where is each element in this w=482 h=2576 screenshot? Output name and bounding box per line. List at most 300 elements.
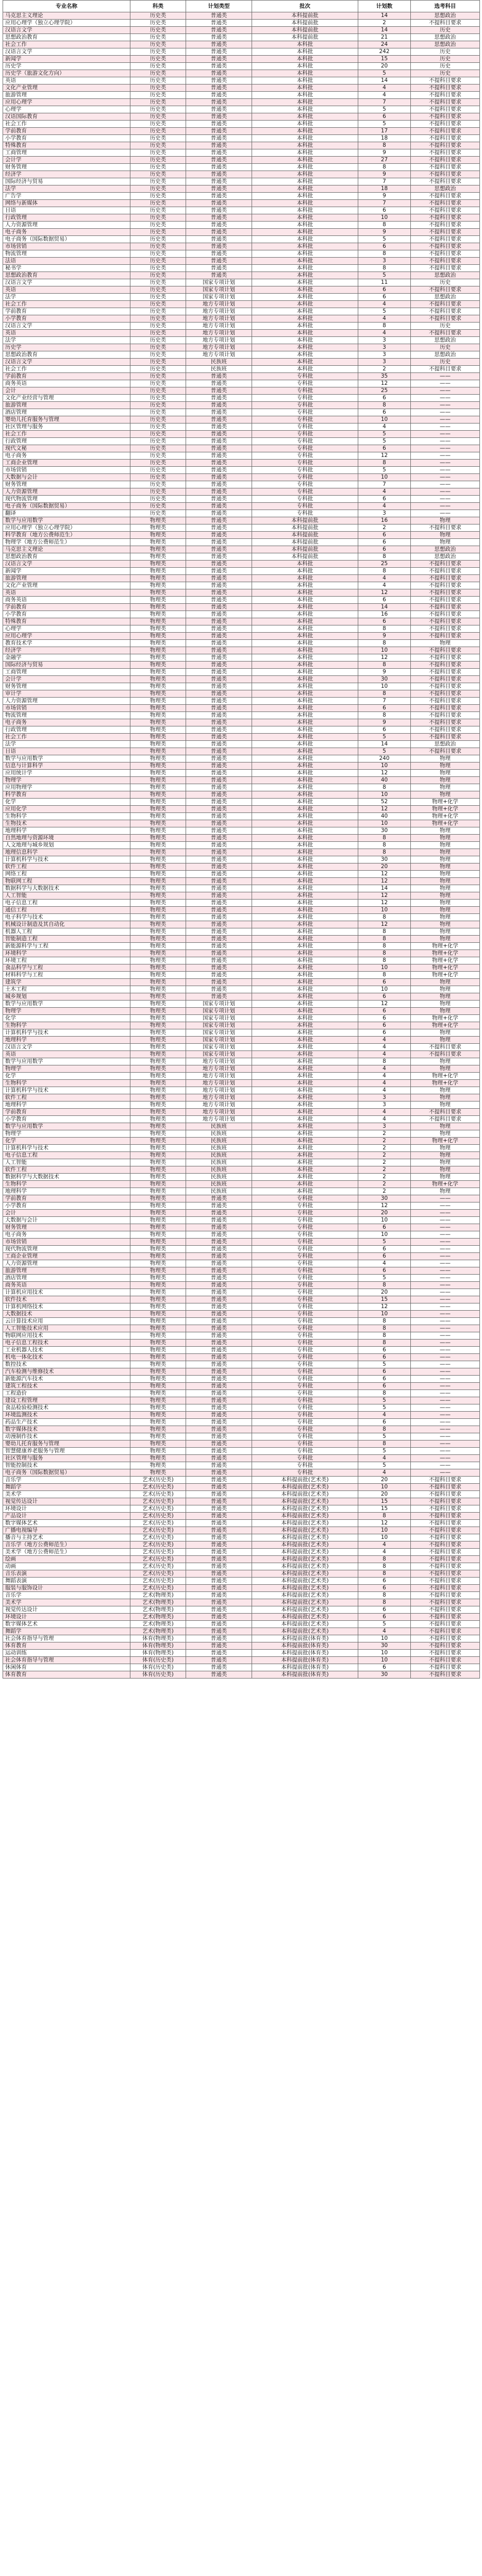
cell-category: 历史类	[130, 323, 186, 330]
cell-major: 舞蹈学	[3, 1628, 130, 1635]
cell-major: 工商企业管理	[3, 460, 130, 467]
cell-subjects: 不提科目要求	[411, 748, 480, 755]
table-row	[3, 1224, 480, 1231]
cell-batch: 本科批	[252, 561, 358, 568]
cell-batch: 专科批	[252, 1368, 358, 1376]
cell-major: 心理学	[3, 106, 130, 113]
table-row	[3, 1419, 480, 1426]
cell-category: 物理类	[130, 900, 186, 907]
cell-subjects: 不提科目要求	[411, 1513, 480, 1520]
table-row	[3, 748, 480, 755]
cell-plan-count: 14	[358, 885, 411, 892]
cell-major: 数学与应用数学	[3, 755, 130, 762]
cell-plan-type: 普通类	[186, 719, 252, 726]
cell-subjects: 历史	[411, 344, 480, 351]
cell-plan-type: 普通类	[186, 1231, 252, 1239]
cell-category: 物理类	[130, 1130, 186, 1138]
cell-category: 物理类	[130, 921, 186, 928]
cell-plan-count: 8	[358, 972, 411, 979]
cell-plan-count: 40	[358, 813, 411, 820]
cell-batch: 本科批	[252, 892, 358, 900]
cell-major: 汉语言文学	[3, 359, 130, 366]
cell-subjects: ——	[411, 423, 480, 431]
cell-plan-count: 21	[358, 34, 411, 41]
cell-category: 物理类	[130, 1138, 186, 1145]
cell-batch: 专科批	[252, 474, 358, 481]
cell-batch: 本科批	[252, 568, 358, 575]
cell-major: 小学教育	[3, 1202, 130, 1210]
cell-plan-type: 普通类	[186, 496, 252, 503]
cell-plan-type: 普通类	[186, 1376, 252, 1383]
table-row	[3, 1231, 480, 1239]
cell-plan-type: 普通类	[186, 640, 252, 647]
cell-subjects: 不提科目要求	[411, 676, 480, 683]
table-row	[3, 762, 480, 770]
cell-category: 物理类	[130, 1303, 186, 1311]
table-row	[3, 431, 480, 438]
cell-major: 旅游管理	[3, 402, 130, 409]
cell-plan-count: 2	[358, 1152, 411, 1159]
cell-category: 物理类	[130, 633, 186, 640]
cell-plan-count: 2	[358, 1181, 411, 1188]
cell-major: 历史学	[3, 63, 130, 70]
cell-batch: 本科提前批(艺术类)	[252, 1606, 358, 1614]
cell-plan-count: 4	[358, 1541, 411, 1549]
cell-major: 应用心理学	[3, 99, 130, 106]
cell-category: 物理类	[130, 611, 186, 618]
cell-batch: 本科批	[252, 654, 358, 662]
cell-plan-count: 8	[358, 1390, 411, 1397]
cell-major: 社会工作	[3, 734, 130, 741]
cell-batch: 本科批	[252, 258, 358, 265]
cell-major: 地理科学	[3, 1188, 130, 1195]
cell-subjects: ——	[411, 1462, 480, 1469]
cell-batch: 本科批	[252, 1065, 358, 1073]
cell-batch: 本科提前批(艺术类)	[252, 1621, 358, 1628]
cell-category: 物理类	[130, 568, 186, 575]
cell-batch: 本科批	[252, 84, 358, 92]
table-row	[3, 1311, 480, 1318]
cell-subjects: 不提科目要求	[411, 77, 480, 84]
cell-plan-type: 普通类	[186, 1412, 252, 1419]
table-row	[3, 1563, 480, 1570]
cell-subjects: 不提科目要求	[411, 330, 480, 337]
cell-plan-type: 普通类	[186, 654, 252, 662]
cell-major: 婴幼儿托育服务与管理	[3, 416, 130, 423]
cell-plan-count: 6	[358, 618, 411, 625]
cell-category: 历史类	[130, 135, 186, 142]
cell-subjects: 思想政治	[411, 41, 480, 48]
cell-subjects: 不提科目要求	[411, 222, 480, 229]
table-row	[3, 1239, 480, 1246]
cell-plan-type: 民族班	[186, 1152, 252, 1159]
cell-batch: 本科批	[252, 308, 358, 315]
table-row	[3, 553, 480, 561]
cell-plan-count: 16	[358, 611, 411, 618]
cell-subjects: 不提科目要求	[411, 128, 480, 135]
cell-category: 物理类	[130, 1044, 186, 1051]
cell-plan-count: 6	[358, 1376, 411, 1383]
cell-subjects: 不提科目要求	[411, 1541, 480, 1549]
header-row	[3, 1, 480, 12]
cell-plan-type: 国家专项计划	[186, 1015, 252, 1022]
cell-category: 物理类	[130, 1159, 186, 1166]
cell-batch: 本科批	[252, 835, 358, 842]
cell-plan-type: 普通类	[186, 1361, 252, 1368]
cell-plan-count: 10	[358, 986, 411, 993]
cell-major: 大数据与会计	[3, 1217, 130, 1224]
cell-plan-type: 普通类	[186, 1404, 252, 1412]
cell-major: 社会工作	[3, 366, 130, 373]
cell-plan-count: 8	[358, 1440, 411, 1448]
cell-plan-count: 3	[358, 359, 411, 366]
cell-plan-type: 普通类	[186, 1455, 252, 1462]
cell-major: 环境科学	[3, 950, 130, 957]
table-body	[3, 12, 480, 1679]
table-row	[3, 1498, 480, 1505]
cell-category: 物理类	[130, 1145, 186, 1152]
table-row	[3, 719, 480, 726]
cell-category: 历史类	[130, 149, 186, 157]
cell-major: 社会工作	[3, 121, 130, 128]
cell-category: 物理类	[130, 1267, 186, 1275]
cell-major: 行政管理	[3, 214, 130, 222]
cell-plan-count: 17	[358, 128, 411, 135]
cell-major: 数字媒体技术	[3, 1426, 130, 1433]
cell-plan-count: 8	[358, 568, 411, 575]
cell-category: 物理类	[130, 820, 186, 827]
cell-major: 视觉传达设计	[3, 1606, 130, 1614]
table-row	[3, 1008, 480, 1015]
cell-category: 物理类	[130, 1289, 186, 1296]
cell-major: 英语	[3, 589, 130, 597]
cell-subjects: 不提科目要求	[411, 164, 480, 171]
cell-subjects: ——	[411, 387, 480, 395]
cell-plan-type: 普通类	[186, 41, 252, 48]
cell-category: 历史类	[130, 84, 186, 92]
cell-category: 物理类	[130, 1029, 186, 1037]
cell-plan-type: 普通类	[186, 1505, 252, 1513]
cell-subjects: ——	[411, 1267, 480, 1275]
header-batch: 批次	[252, 1, 358, 12]
cell-plan-type: 普通类	[186, 106, 252, 113]
cell-plan-type: 地方专项计划	[186, 1087, 252, 1094]
cell-plan-type: 普通类	[186, 438, 252, 445]
cell-plan-count: 8	[358, 460, 411, 467]
cell-major: 音乐学	[3, 1592, 130, 1599]
table-row	[3, 193, 480, 200]
cell-plan-count: 6	[358, 1022, 411, 1029]
cell-batch: 专科批	[252, 445, 358, 452]
cell-category: 物理类	[130, 1015, 186, 1022]
cell-batch: 本科批	[252, 359, 358, 366]
cell-subjects: ——	[411, 1296, 480, 1303]
cell-plan-count: 25	[358, 561, 411, 568]
cell-batch: 专科批	[252, 1440, 358, 1448]
cell-category: 历史类	[130, 27, 186, 34]
cell-major: 法学	[3, 294, 130, 301]
cell-category: 物理类	[130, 1217, 186, 1224]
cell-plan-type: 普通类	[186, 92, 252, 99]
cell-plan-count: 4	[358, 1412, 411, 1419]
cell-major: 商务英语	[3, 380, 130, 387]
cell-plan-type: 普通类	[186, 272, 252, 279]
cell-major: 社会体育指导与管理	[3, 1635, 130, 1642]
cell-subjects: 物理	[411, 1123, 480, 1130]
cell-subjects: 不提科目要求	[411, 1671, 480, 1679]
cell-major: 英语	[3, 286, 130, 294]
cell-batch: 专科批	[252, 1354, 358, 1361]
cell-plan-type: 地方专项计划	[186, 337, 252, 344]
cell-batch: 本科提前批(艺术类)	[252, 1527, 358, 1534]
table-row	[3, 1390, 480, 1397]
cell-category: 物理类	[130, 1080, 186, 1087]
cell-category: 物理类	[130, 1022, 186, 1029]
cell-category: 历史类	[130, 416, 186, 423]
cell-major: 物联网工程	[3, 878, 130, 885]
cell-plan-count: 8	[358, 1325, 411, 1332]
cell-subjects: 不提科目要求	[411, 1491, 480, 1498]
cell-batch: 本科批	[252, 633, 358, 640]
cell-category: 物理类	[130, 784, 186, 791]
cell-category: 物理类	[130, 690, 186, 698]
cell-batch: 专科批	[252, 452, 358, 460]
cell-plan-count: 4	[358, 488, 411, 496]
cell-subjects: ——	[411, 1332, 480, 1340]
cell-category: 物理类	[130, 1253, 186, 1260]
cell-subjects: 不提科目要求	[411, 611, 480, 618]
cell-major: 文化产业管理	[3, 84, 130, 92]
table-row	[3, 936, 480, 943]
table-row	[3, 640, 480, 647]
cell-category: 历史类	[130, 77, 186, 84]
cell-subjects: 物理	[411, 1166, 480, 1174]
cell-plan-type: 地方专项计划	[186, 308, 252, 315]
table-row	[3, 243, 480, 250]
cell-plan-count: 8	[358, 640, 411, 647]
cell-batch: 本科提前批(艺术类)	[252, 1520, 358, 1527]
table-row	[3, 589, 480, 597]
cell-plan-count: 5	[358, 236, 411, 243]
cell-plan-type: 普通类	[186, 113, 252, 121]
cell-subjects: 不提科目要求	[411, 1657, 480, 1664]
cell-major: 工商管理	[3, 669, 130, 676]
cell-plan-type: 普通类	[186, 149, 252, 157]
cell-plan-type: 普通类	[186, 214, 252, 222]
cell-plan-count: 3	[358, 258, 411, 265]
cell-subjects: 不提科目要求	[411, 113, 480, 121]
cell-batch: 本科批	[252, 676, 358, 683]
cell-batch: 本科批	[252, 48, 358, 56]
cell-plan-count: 10	[358, 964, 411, 972]
cell-subjects: 不提科目要求	[411, 1599, 480, 1606]
cell-subjects: ——	[411, 380, 480, 387]
cell-batch: 专科批	[252, 1469, 358, 1477]
cell-category: 物理类	[130, 1397, 186, 1404]
cell-plan-type: 普通类	[186, 1195, 252, 1202]
cell-batch: 专科批	[252, 1426, 358, 1433]
cell-subjects: 物理	[411, 835, 480, 842]
cell-plan-type: 普通类	[186, 1606, 252, 1614]
cell-batch: 本科提前批(艺术类)	[252, 1592, 358, 1599]
cell-major: 汉语言文学	[3, 1044, 130, 1051]
cell-batch: 本科批	[252, 294, 358, 301]
table-row	[3, 1001, 480, 1008]
cell-major: 物理学	[3, 777, 130, 784]
cell-major: 财务管理	[3, 683, 130, 690]
cell-major: 大数据与会计	[3, 474, 130, 481]
cell-subjects: ——	[411, 445, 480, 452]
table-row	[3, 387, 480, 395]
cell-category: 历史类	[130, 236, 186, 243]
table-row	[3, 1210, 480, 1217]
cell-plan-type: 普通类	[186, 1354, 252, 1361]
cell-category: 历史类	[130, 128, 186, 135]
cell-plan-count: 6	[358, 294, 411, 301]
cell-subjects: 不提科目要求	[411, 654, 480, 662]
cell-category: 艺术(历史类)	[130, 1556, 186, 1563]
cell-category: 历史类	[130, 496, 186, 503]
cell-batch: 本科批	[252, 351, 358, 359]
table-row	[3, 618, 480, 625]
cell-subjects: ——	[411, 373, 480, 380]
cell-batch: 本科批	[252, 164, 358, 171]
table-row	[3, 344, 480, 351]
table-row	[3, 654, 480, 662]
cell-category: 物理类	[130, 1037, 186, 1044]
cell-subjects: 不提科目要求	[411, 301, 480, 308]
header-major: 专业名称	[3, 1, 130, 12]
cell-subjects: 不提科目要求	[411, 366, 480, 373]
cell-subjects: 不提科目要求	[411, 149, 480, 157]
cell-plan-count: 2	[358, 1130, 411, 1138]
cell-major: 汉语言文学	[3, 323, 130, 330]
cell-plan-count: 12	[358, 878, 411, 885]
cell-category: 历史类	[130, 431, 186, 438]
table-row	[3, 1606, 480, 1614]
table-row	[3, 70, 480, 77]
table-row	[3, 359, 480, 366]
cell-subjects: ——	[411, 1246, 480, 1253]
cell-plan-type: 地方专项计划	[186, 1101, 252, 1109]
cell-category: 历史类	[130, 34, 186, 41]
table-row	[3, 409, 480, 416]
cell-plan-type: 国家专项计划	[186, 1008, 252, 1015]
cell-category: 物理类	[130, 1462, 186, 1469]
table-row	[3, 157, 480, 164]
cell-plan-type: 普通类	[186, 1477, 252, 1484]
cell-plan-type: 国家专项计划	[186, 294, 252, 301]
cell-subjects: 物理+化学	[411, 1073, 480, 1080]
table-row	[3, 532, 480, 539]
cell-plan-type: 普通类	[186, 380, 252, 387]
table-row	[3, 171, 480, 178]
cell-plan-type: 普通类	[186, 1621, 252, 1628]
cell-major: 小学教育	[3, 1116, 130, 1123]
cell-subjects: 历史	[411, 70, 480, 77]
cell-subjects: 不提科目要求	[411, 1642, 480, 1650]
cell-plan-type: 普通类	[186, 914, 252, 921]
cell-category: 物理类	[130, 936, 186, 943]
cell-plan-count: 9	[358, 193, 411, 200]
cell-category: 物理类	[130, 849, 186, 856]
cell-category: 艺术(历史类)	[130, 1570, 186, 1578]
cell-subjects: 思想政治	[411, 546, 480, 553]
cell-batch: 本科提前批(艺术类)	[252, 1585, 358, 1592]
cell-major: 环境设计	[3, 1614, 130, 1621]
cell-subjects: 物理	[411, 777, 480, 784]
cell-major: 现代物流管理	[3, 1246, 130, 1253]
cell-category: 物理类	[130, 618, 186, 625]
table-row	[3, 34, 480, 41]
cell-subjects: 物理	[411, 791, 480, 799]
cell-plan-type: 国家专项计划	[186, 1051, 252, 1058]
cell-category: 历史类	[130, 279, 186, 286]
cell-plan-type: 普通类	[186, 1224, 252, 1231]
cell-subjects: 不提科目要求	[411, 157, 480, 164]
cell-plan-count: 5	[358, 1361, 411, 1368]
cell-plan-type: 普通类	[186, 1491, 252, 1498]
cell-category: 物理类	[130, 726, 186, 734]
cell-category: 物理类	[130, 1101, 186, 1109]
cell-plan-type: 普通类	[186, 972, 252, 979]
cell-subjects: ——	[411, 1303, 480, 1311]
cell-plan-type: 普通类	[186, 243, 252, 250]
cell-plan-count: 8	[358, 943, 411, 950]
cell-major: 应用物理学	[3, 784, 130, 791]
cell-plan-type: 普通类	[186, 402, 252, 409]
cell-plan-count: 8	[358, 1058, 411, 1065]
cell-batch: 本科批	[252, 928, 358, 936]
cell-major: 旅游管理	[3, 1267, 130, 1275]
cell-batch: 专科批	[252, 1383, 358, 1390]
cell-subjects: 不提科目要求	[411, 20, 480, 27]
cell-major: 文化产业管理	[3, 582, 130, 589]
cell-batch: 本科批	[252, 863, 358, 871]
cell-major: 电子信息工程技术	[3, 1340, 130, 1347]
cell-category: 物理类	[130, 1275, 186, 1282]
cell-major: 药品生产技术	[3, 1419, 130, 1426]
cell-category: 物理类	[130, 1174, 186, 1181]
cell-batch: 本科批	[252, 1109, 358, 1116]
cell-category: 物理类	[130, 957, 186, 964]
cell-plan-count: 4	[358, 1549, 411, 1556]
cell-major: 国际经济与贸易	[3, 662, 130, 669]
cell-category: 物理类	[130, 928, 186, 936]
cell-category: 体育(物理类)	[130, 1642, 186, 1650]
cell-plan-type: 普通类	[186, 474, 252, 481]
cell-batch: 专科批	[252, 1361, 358, 1368]
cell-batch: 本科提前批	[252, 553, 358, 561]
cell-batch: 本科提前批	[252, 546, 358, 553]
cell-plan-count: 18	[358, 185, 411, 193]
cell-subjects: ——	[411, 402, 480, 409]
cell-plan-count: 30	[358, 856, 411, 863]
cell-plan-count: 6	[358, 1383, 411, 1390]
cell-plan-count: 8	[358, 250, 411, 258]
cell-batch: 本科批	[252, 337, 358, 344]
cell-batch: 本科批	[252, 972, 358, 979]
cell-subjects: 物理	[411, 871, 480, 878]
cell-category: 物理类	[130, 517, 186, 524]
cell-batch: 专科批	[252, 387, 358, 395]
cell-major: 电子科学与技术	[3, 914, 130, 921]
table-row	[3, 149, 480, 157]
cell-subjects: 不提科目要求	[411, 618, 480, 625]
cell-major: 美术学	[3, 1491, 130, 1498]
cell-subjects: 物理	[411, 1065, 480, 1073]
cell-subjects: 不提科目要求	[411, 1650, 480, 1657]
